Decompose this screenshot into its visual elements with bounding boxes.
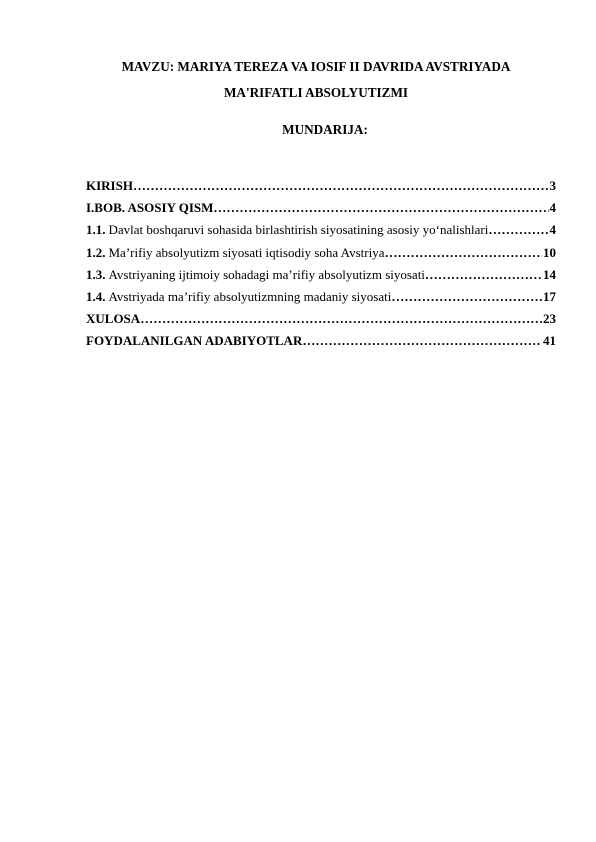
toc-entry-1-4[interactable]	[86, 289, 556, 311]
toc-leader	[133, 178, 549, 194]
toc-entry-number: 1.1.	[86, 222, 106, 238]
toc-leader	[213, 200, 548, 216]
toc-entry-1-2[interactable]	[86, 245, 556, 267]
toc-entry-kirish[interactable]	[86, 178, 556, 200]
toc-leader	[488, 222, 548, 238]
toc-entry-number: 1.2.	[86, 244, 106, 260]
toc-entry-page: 17	[543, 288, 556, 304]
toc-entry-label: Ma’rifiy absolyutizm siyosati iqtisodiy soha Avstriya	[108, 244, 385, 260]
toc-entry-number: 1.3.	[86, 266, 106, 282]
toc-entry-label: I.BOB. ASOSIY QISM	[86, 200, 214, 216]
toc-leader	[302, 333, 542, 349]
toc-entry-label: Davlat boshqaruvi sohasida birlashtirish siyosatining asosiy yo‘nalishlari	[108, 222, 489, 238]
table-of-contents	[86, 178, 556, 356]
toc-entry-page: 14	[543, 266, 556, 282]
toc-leader	[384, 245, 542, 261]
title-line-2: MA'RIFATLI ABSOLYUTIZMI	[223, 85, 409, 100]
toc-entry-page: 3	[549, 178, 556, 193]
toc-entry-chapter-1[interactable]	[86, 200, 556, 222]
toc-entry-label: KIRISH	[86, 178, 133, 193]
toc-leader	[391, 289, 542, 305]
toc-heading: MUNDARIJA:	[282, 122, 368, 137]
toc-entry-page: 10	[543, 244, 556, 260]
toc-entry-page: 4	[549, 200, 556, 216]
toc-entry-number: 1.4.	[86, 288, 106, 304]
document-title	[60, 54, 572, 106]
toc-entry-label: FOYDALANILGAN ADABIYOTLAR	[86, 333, 303, 349]
toc-entry-page: 23	[543, 311, 556, 327]
toc-entry-1-1[interactable]	[86, 222, 556, 244]
toc-entry-label: Avstriyaning ijtimoiy sohadagi ma’rifiy absolyutizm siyosati	[108, 266, 425, 282]
toc-entry-label: Avstriyada ma’rifiy absolyutizmning madaniy siyosati	[108, 288, 392, 304]
toc-entry-label: XULOSA	[86, 311, 141, 327]
toc-entry-page: 41	[543, 333, 556, 349]
toc-entry-1-3[interactable]	[86, 267, 556, 289]
toc-leader	[140, 311, 542, 327]
toc-entry-adabiyotlar[interactable]	[86, 333, 556, 355]
toc-entry-xulosa[interactable]	[86, 311, 556, 333]
title-line-1: MAVZU: MARIYA TEREZA VA IOSIF II DAVRIDA AVSTRIYADA	[121, 59, 511, 74]
toc-leader	[425, 267, 542, 283]
toc-entry-page: 4	[549, 222, 556, 238]
